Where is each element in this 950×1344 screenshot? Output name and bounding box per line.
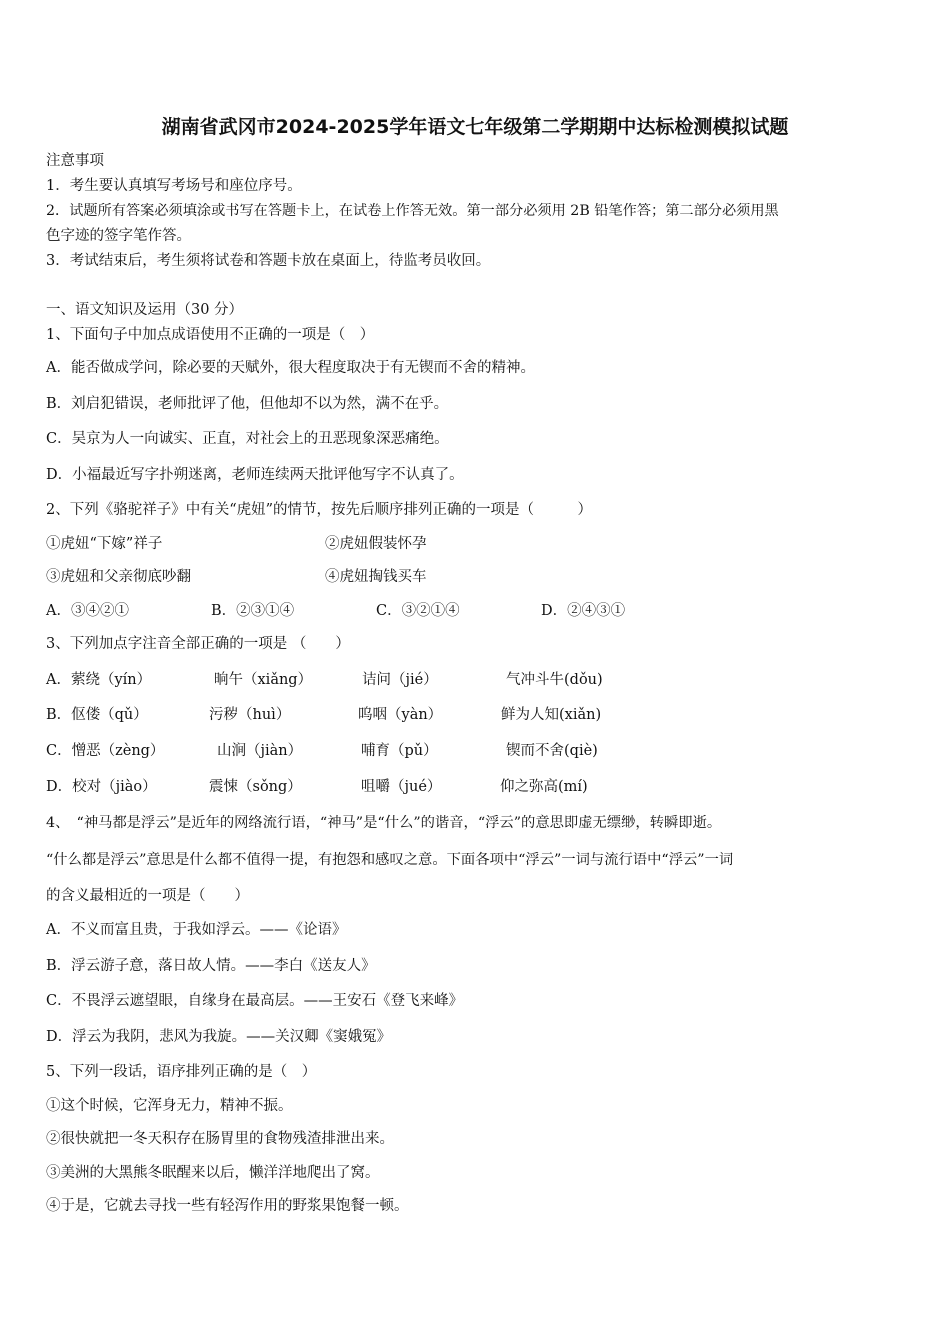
exam-title: 湖南省武冈市2024-2025学年语文七年级第二学期期中达标检测模拟试题 [161, 116, 789, 138]
q3-stem: 3、下列加点字注音全部正确的一项是 （ ） [46, 636, 350, 652]
q5-sentence-1: ①这个时候，它浑身无力，精神不振。 [46, 1098, 293, 1114]
section-heading: 一、语文知识及运用（30 分） [46, 302, 244, 318]
q3-b-4: 鲜为人知(xiǎn) [501, 707, 602, 723]
q2-event-2: ②虎妞假装怀孕 [325, 536, 427, 552]
q3-a-3: 诘问（jié） [362, 672, 438, 688]
q1-stem: 1、下面句子中加点成语使用不正确的一项是（ ） [46, 327, 375, 343]
q3-d-4: 仰之弥高(mí) [500, 779, 588, 795]
q5-stem: 5、下列一段话，语序排列正确的是（ ） [46, 1064, 317, 1080]
q4-stem-line-3: 的含义最相近的一项是（ ） [46, 888, 249, 904]
q3-d-3: 咀嚼（jué） [361, 779, 442, 795]
notice-item-2: 2．试题所有答案必须填涂或书写在答题卡上，在试卷上作答无效。第一部分必须用 2B 铅笔作答；第二部分必须用黑 [46, 203, 779, 219]
q3-d-1: D．校对（jiào） [46, 779, 157, 795]
q5-sentence-3: ③美洲的大黑熊冬眠醒来以后，懒洋洋地爬出了窝。 [46, 1165, 380, 1181]
q1-option-c: C．吴京为人一向诚实、正直，对社会上的丑恶现象深恶痛绝。 [46, 431, 449, 447]
q2-event-1: ①虎妞“下嫁”祥子 [46, 536, 163, 552]
q1-option-b: B．刘启犯错误，老师批评了他，但他却不以为然，满不在乎。 [46, 396, 449, 412]
q4-option-a: A．不义而富且贵，于我如浮云。——《论语》 [46, 922, 347, 938]
q4-option-c: C．不畏浮云遮望眼，自缘身在最高层。——王安石《登飞来峰》 [46, 993, 464, 1009]
q4-option-d: D．浮云为我阴，悲风为我旋。——关汉卿《窦娥冤》 [46, 1029, 392, 1045]
q3-a-1: A．萦绕（yín） [46, 672, 152, 688]
q3-b-3: 呜咽（yàn） [358, 707, 443, 723]
q3-c-3: 哺育（pǔ） [361, 743, 438, 759]
q5-sentence-2: ②很快就把一冬天积存在肠胃里的食物残渣排泄出来。 [46, 1131, 394, 1147]
q3-d-2: 震悚（sǒng） [209, 779, 302, 795]
q5-sentence-4: ④于是，它就去寻找一些有轻泻作用的野浆果饱餐一顿。 [46, 1198, 409, 1214]
q3-b-2: 污秽（huì） [209, 707, 291, 723]
q2-option-d: D．②④③① [541, 603, 626, 619]
q1-option-d: D．小福最近写字扑朔迷离，老师连续两天批评他写字不认真了。 [46, 467, 464, 483]
q3-a-4: 气冲斗牛(dǒu) [506, 672, 603, 688]
q3-b-1: B．伛偻（qǔ） [46, 707, 148, 723]
q4-option-b: B．浮云游子意，落日故人情。——李白《送友人》 [46, 958, 376, 974]
q3-c-1: C．憎恶（zèng） [46, 743, 165, 759]
q2-event-3: ③虎妞和父亲彻底吵翻 [46, 569, 191, 585]
q2-option-a: A．③④②① [46, 603, 129, 619]
notice-item-3: 3．考试结束后，考生须将试卷和答题卡放在桌面上，待监考员收回。 [46, 253, 491, 269]
q1-option-a: A．能否做成学问，除必要的天赋外，很大程度取决于有无锲而不舍的精神。 [46, 360, 535, 376]
q4-stem-line-2: “什么都是浮云”意思是什么都不值得一提，有抱怨和感叹之意。下面各项中“浮云”一词与流行语中“浮云”一词 [46, 852, 734, 868]
q4-stem-line-1: 4、 “神马都是浮云”是近年的网络流行语，“神马”是“什么”的谐音，“浮云”的意思即虚无缥缈，转瞬即逝。 [46, 815, 722, 831]
q3-c-2: 山涧（jiàn） [217, 743, 303, 759]
q2-stem: 2、下列《骆驼祥子》中有关“虎妞”的情节，按先后顺序排列正确的一项是（ ） [46, 502, 593, 518]
q2-option-c: C．③②①④ [376, 603, 460, 619]
q3-c-4: 锲而不舍(qiè) [506, 743, 598, 759]
notice-item-1: 1．考生要认真填写考场号和座位序号。 [46, 178, 302, 194]
notice-heading: 注意事项 [46, 153, 104, 169]
q3-a-2: 晌午（xiǎng） [214, 672, 313, 688]
notice-item-2-cont: 色字迹的签字笔作答。 [46, 228, 191, 244]
q2-option-b: B．②③①④ [211, 603, 295, 619]
q2-event-4: ④虎妞掏钱买车 [325, 569, 427, 585]
